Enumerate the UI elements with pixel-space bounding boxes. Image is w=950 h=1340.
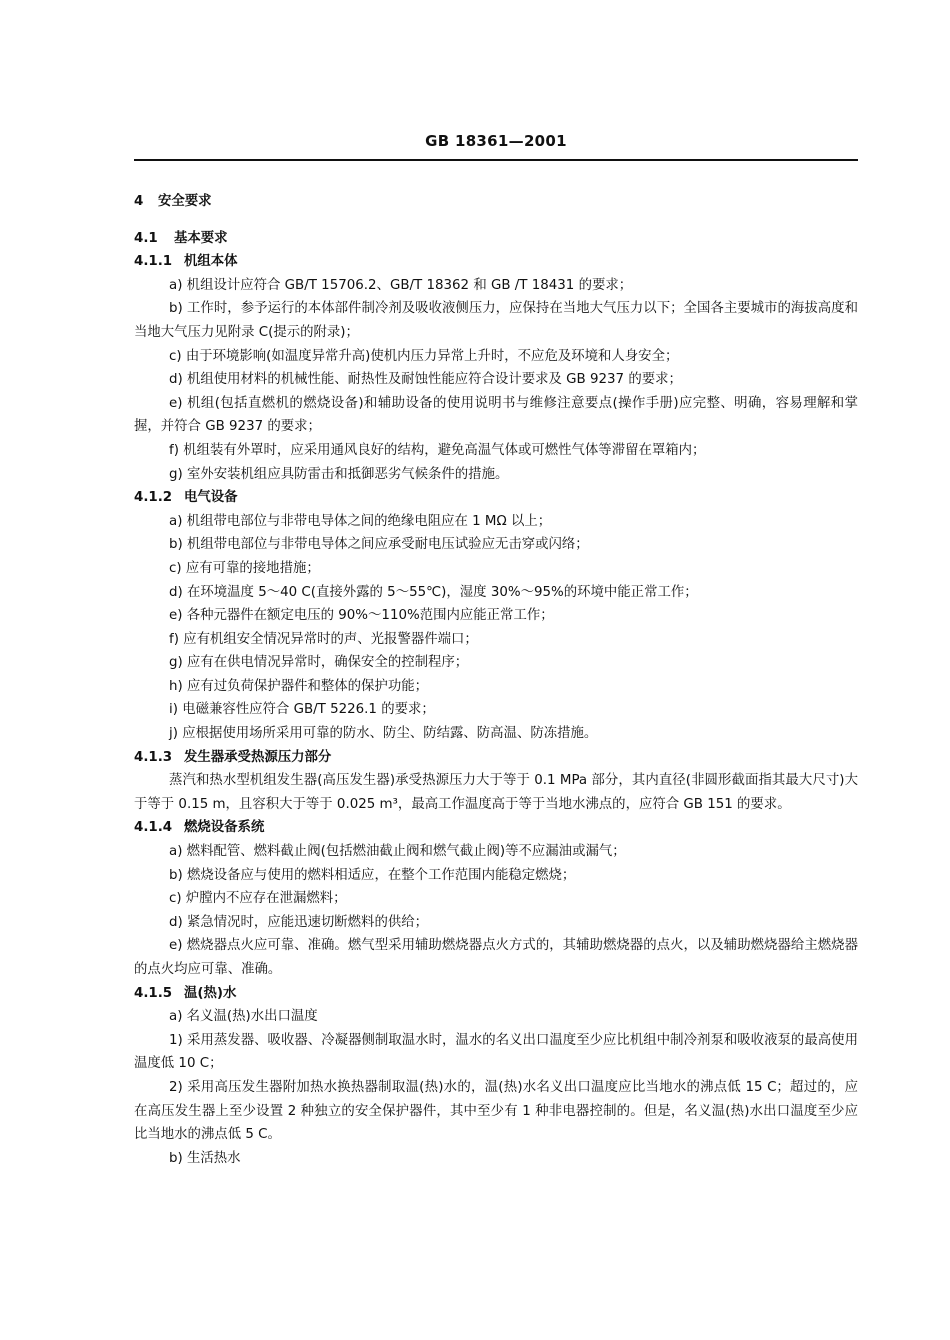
list-item: c) 由于环境影响(如温度异常升高)使机内压力异常上升时，不应危及环境和人身安全；: [169, 348, 679, 364]
list-item: e) 机组(包括直燃机的燃烧设备)和辅助设备的使用说明书与维修注意要点(操作手册)应完整、明确，容易理解和掌握，并符合 GB 9237 的要求；: [134, 395, 858, 435]
list-item: j) 应根据使用场所采用可靠的防水、防尘、防结露、防高温、防冻措施。: [169, 726, 598, 742]
list-item: b) 燃烧设备应与使用的燃料相适应，在整个工作范围内能稳定燃烧；: [169, 867, 576, 883]
section-title: 发生器承受热源压力部分: [184, 749, 332, 765]
section-number: 4.1.2: [134, 490, 173, 506]
section-title: 基本要求: [174, 230, 228, 246]
section-4-heading: [134, 190, 858, 214]
list-item: a) 机组设计应符合 GB/T 15706.2、GB/T 18362 和 GB /T 18431 的要求；: [169, 277, 633, 293]
list-item: i) 电磁兼容性应符合 GB/T 5226.1 的要求；: [169, 702, 435, 718]
sub-list-item: 2) 采用高压发生器附加热水换热器制取温(热)水的，温(热)水名义出口温度应比当地水的沸点低 15 C；超过的，应在高压发生器上至少设置 2 种独立的安全保护器件，其中至少有 1 种非电器控制的。但是，名义温(热)水出口温度至少应比当地水的沸点低 5 C。: [134, 1079, 858, 1143]
section-number: 4.1.3: [134, 749, 173, 765]
section-4-1-4-heading: [134, 816, 858, 840]
sub-list-item: 1) 采用蒸发器、吸收器、冷凝器侧制取温水时，温水的名义出口温度至少应比机组中制冷剂泵和吸收液泵的最高使用温度低 10 C；: [134, 1032, 858, 1072]
section-4-1-3-heading: [134, 746, 858, 770]
standard-code: GB 18361—2001: [425, 132, 567, 150]
section-title: 燃烧设备系统: [184, 820, 265, 836]
section-title: 电气设备: [184, 490, 238, 506]
list-item: h) 应有过负荷保护器件和整体的保护功能；: [169, 678, 428, 694]
section-number: 4.1: [134, 230, 158, 246]
list-item: b) 工作时，参予运行的本体部件制冷剂及吸收液侧压力，应保持在当地大气压力以下；全国各主要城市的海拔高度和当地大气压力见附录 C(提示的附录)；: [134, 301, 858, 340]
list-item: a) 燃料配管、燃料截止阀(包括燃油截止阀和燃气截止阀)等不应漏油或漏气；: [169, 844, 626, 860]
list-item: g) 应有在供电情况异常时，确保安全的控制程序；: [169, 655, 469, 671]
list-item: a) 机组带电部位与非带电导体之间的绝缘电阻应在 1 MΩ 以上；: [169, 513, 552, 529]
section-number: 4.1.4: [134, 820, 173, 836]
section-number: 4.1.5: [134, 985, 173, 1001]
section-title: 机组本体: [184, 254, 238, 270]
list-item: f) 机组装有外罩时，应采用通风良好的结构，避免高温气体或可燃性气体等滞留在罩箱内；: [169, 442, 706, 458]
list-item: d) 机组使用材料的机械性能、耐热性及耐蚀性能应符合设计要求及 GB 9237 的要求；: [169, 372, 682, 388]
section-title: 温(热)水: [184, 985, 237, 1001]
page-header: [134, 127, 858, 161]
section-4-1-5-heading: [134, 982, 858, 1006]
section-4-1-1-heading: [134, 250, 858, 274]
section-title: 安全要求: [158, 194, 212, 209]
list-item: c) 应有可靠的接地措施；: [169, 560, 320, 576]
list-item: f) 应有机组安全情况异常时的声、光报警器件端口；: [169, 631, 478, 647]
paragraph: 蒸汽和热水型机组发生器(高压发生器)承受热源压力大于等于 0.1 MPa 部分，其内直径(非圆形截面指其最大尺寸)大于等于 0.15 m，且容积大于等于 0.025 m³，最高工作温度高于等于当地水沸点的，应符合 GB 151 的要求。: [134, 773, 858, 812]
list-item: d) 在环境温度 5～40 C(直接外露的 5～55℃)，湿度 30%～95%的环境中能正常工作；: [169, 584, 698, 600]
list-item: g) 室外安装机组应具防雷击和抵御恶劣气候条件的措施。: [169, 466, 509, 482]
section-4-1-heading: [134, 227, 858, 251]
section-number: 4: [134, 194, 144, 209]
document-body: [134, 188, 858, 1170]
list-item: b) 生活热水: [169, 1150, 241, 1166]
section-number: 4.1.1: [134, 254, 173, 270]
list-item: e) 燃烧器点火应可靠、准确。燃气型采用辅助燃烧器点火方式的，其辅助燃烧器的点火，以及辅助燃烧器给主燃烧器的点火均应可靠、准确。: [134, 938, 858, 977]
list-item: e) 各种元器件在额定电压的 90%～110%范围内应能正常工作；: [169, 608, 554, 624]
list-item: a) 名义温(热)水出口温度: [169, 1009, 318, 1025]
list-item: b) 机组带电部位与非带电导体之间应承受耐电压试验应无击穿或闪络；: [169, 537, 589, 553]
list-item: c) 炉膛内不应存在泄漏燃料；: [169, 891, 347, 907]
list-item: d) 紧急情况时，应能迅速切断燃料的供给；: [169, 914, 429, 930]
section-4-1-2-heading: [134, 486, 858, 510]
